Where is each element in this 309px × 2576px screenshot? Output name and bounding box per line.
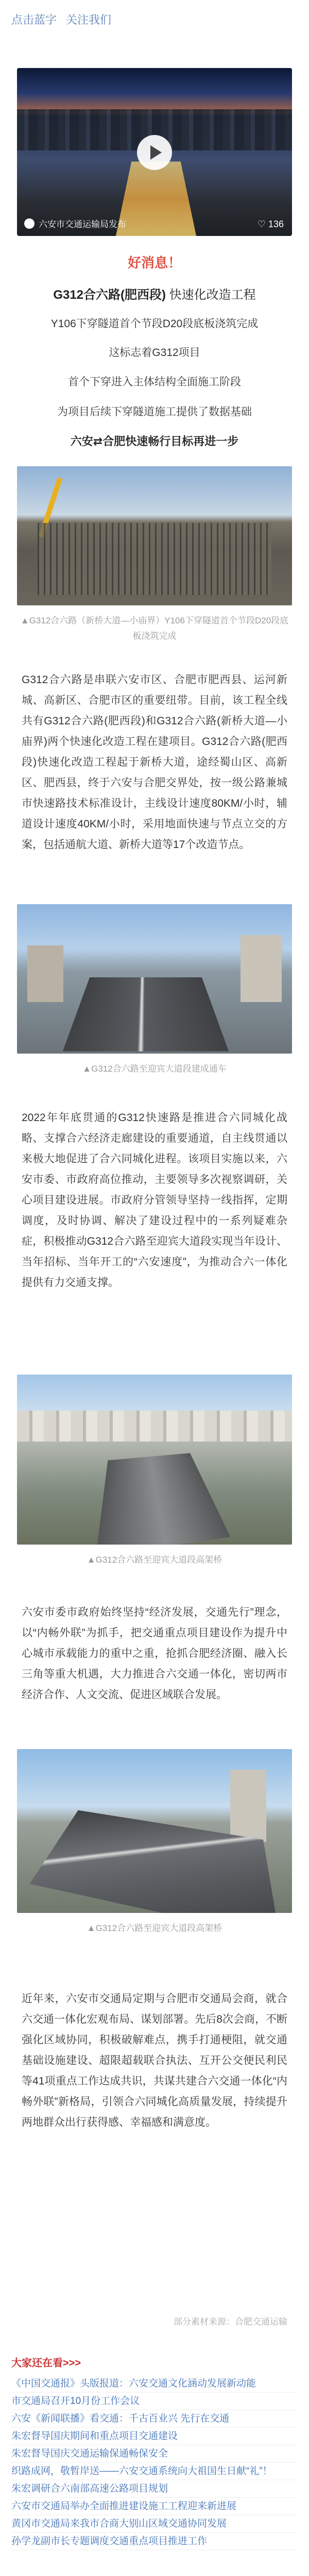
- buildings-shape: [17, 1411, 292, 1442]
- paragraph-2: 2022年年底贯通的G312快速路是推进合六同城化战略、支撑合六经济走廊建设的重要通道，自主线贯通以来极大地促进了合六同城化进程。该项目实施以来，六安市委、市政府高位推动，主要领导多次视察调研，关心项目建设进展。市政府分管领导坚持一线指挥，定期调度，及时协调、解决了建设过程中的一系列疑难杂症，积极推动G312合六路至迎宾大道段实现当年设计、当年招标、当年开工的“六安速度”，为推动合六一体化提供有力交通支撑。: [22, 1112, 287, 1289]
- building-shape: [230, 1770, 266, 1842]
- good-news-title: 好消息！: [127, 255, 181, 270]
- viaduct-photo-2: [17, 1749, 292, 1913]
- related-link[interactable]: 朱宏督导国庆交通运输保通畅保安全: [11, 2445, 298, 2463]
- paragraph-1: G312合六路是串联六安市区、合肥市肥西县、运河新城、高新区、合肥市区的重要纽带。目前，该工程全线共有G312合六路(肥西段)和G312合六路(新桥大道—小庙界)两个快速化改造工程在建项目。G312合六路(肥西段)快速化改造工程起于新桥大道，途经蜀山区、高新区、肥西县，终于六安与合肥交界处，按一级公路兼城市快速路技术标准设计，主线设计速度80KM/小时，辅道设计速度40KM/小时，采用地面快速与节点立交的方案，包括通航大道、新桥大道等17个改造节点。: [22, 674, 287, 851]
- source-note: 部分素材来源：合肥交通运输: [174, 2317, 287, 2327]
- related-link[interactable]: 市交通局召开10月份工作会议: [11, 2393, 298, 2410]
- rebar-grid-shape: [38, 523, 271, 595]
- related-link[interactable]: 六安《新闻联播》看交通：千古百业兴 先行在交通: [11, 2410, 298, 2428]
- video-player[interactable]: [17, 68, 292, 236]
- headline-line2: Y106下穿隧道首个节段D20段底板浇筑完成: [50, 318, 259, 330]
- video-source-label: 六安市交通运输局发布: [39, 219, 126, 229]
- related-link[interactable]: 朱宏调研合六南部高速公路项目规划: [11, 2480, 298, 2498]
- paragraph-3: 六安市委市政府始终坚持“经济发展，交通先行”理念，以“内畅外联”为抓手，把交通重点项目建设作为提升中心城市承载能力的重中之重，抢抓合肥经济圈、融入长三角等重大机遇，大力推进合六交通一体化，密切两市经济合作、人文交流、促进区域联合发展。: [22, 1606, 287, 1701]
- related-link[interactable]: 《中国交通报》头版报道：六安交通文化涵动发展新动能: [11, 2375, 298, 2393]
- viaduct-photo: [17, 1375, 292, 1545]
- related-link[interactable]: 织路成网，敬暂岸送——六安交通系统向大祖国生日献“礼”！: [11, 2463, 298, 2480]
- headline-line1-rest: 快速化改造工程: [169, 288, 256, 302]
- photo-caption-1: ▲G312合六路（新桥大道—小庙界）Y106下穿隧道首个节段D20段底板浇筑完成: [20, 616, 289, 641]
- related-title: 大家还在看>>>: [11, 2358, 81, 2369]
- headline-line4: 首个下穿进入主体结构全面施工阶段: [68, 376, 241, 388]
- related-list: [11, 2375, 298, 2550]
- construction-photo: [17, 466, 292, 605]
- highway-photo: [17, 904, 292, 1054]
- photo-caption-4: ▲G312合六路至迎宾大道段高架桥: [87, 1923, 222, 1933]
- play-icon: [150, 145, 162, 160]
- headline-line3: 这标志着G312项目: [109, 347, 200, 359]
- headline-line1-bold: G312合六路(肥西段): [53, 288, 166, 302]
- related-link[interactable]: 六安市交通局举办全面推进建设施工工程迎来新进展: [11, 2498, 298, 2515]
- viaduct-shape: [96, 1453, 231, 1545]
- play-button[interactable]: [137, 135, 172, 170]
- follow-us-link[interactable]: 关注我们: [66, 13, 112, 26]
- video-road: [114, 161, 198, 236]
- video-likes[interactable]: ♡ 136: [257, 219, 284, 229]
- related-link[interactable]: 黄冈市交通局来我市合商大别山区域交通协同发展: [11, 2515, 298, 2533]
- building-shape: [241, 935, 282, 1002]
- like-count: 136: [268, 219, 284, 229]
- building-shape: [27, 945, 63, 1002]
- top-bar: [0, 0, 309, 47]
- source-avatar-icon: [24, 218, 35, 229]
- road-shape: [63, 977, 229, 1051]
- video-source: [24, 217, 126, 230]
- headline-line5: 为项目后续下穿隧道施工提供了数据基础: [57, 406, 252, 418]
- click-blue-text-link[interactable]: 点击蓝字: [11, 13, 57, 26]
- headline-line6: 六安⇄合肥快速畅行目标再进一步: [70, 435, 239, 448]
- paragraph-4: 近年来，六安市交通局定期与合肥市交通局会商，就合六交通一体化宏观布局、谋划部署。先后8次会商，不断强化区域协同，积极破解难点，携手打通梗阻，就交通基础设施建设、超限超载联合执法、互开公交便民利民等41项重点工作达成共识，共谋共建合六交通一体化“内畅外联”新格局，引领合六同城化高质量发展，持续提升两地群众出行获得感、幸福感和满意度。: [22, 1993, 287, 2128]
- headline-line1: [0, 284, 309, 302]
- photo-caption-2: ▲G312合六路至迎宾大道段建成通车: [82, 1064, 227, 1074]
- related-link[interactable]: 朱宏督导国庆期间和重点项目交通建设: [11, 2428, 298, 2445]
- related-link[interactable]: 孙学龙副市长专题调度交通重点项目推进工作: [11, 2533, 298, 2550]
- photo-caption-3: ▲G312合六路至迎宾大道段高架桥: [87, 1555, 222, 1565]
- video-sky: [17, 68, 292, 114]
